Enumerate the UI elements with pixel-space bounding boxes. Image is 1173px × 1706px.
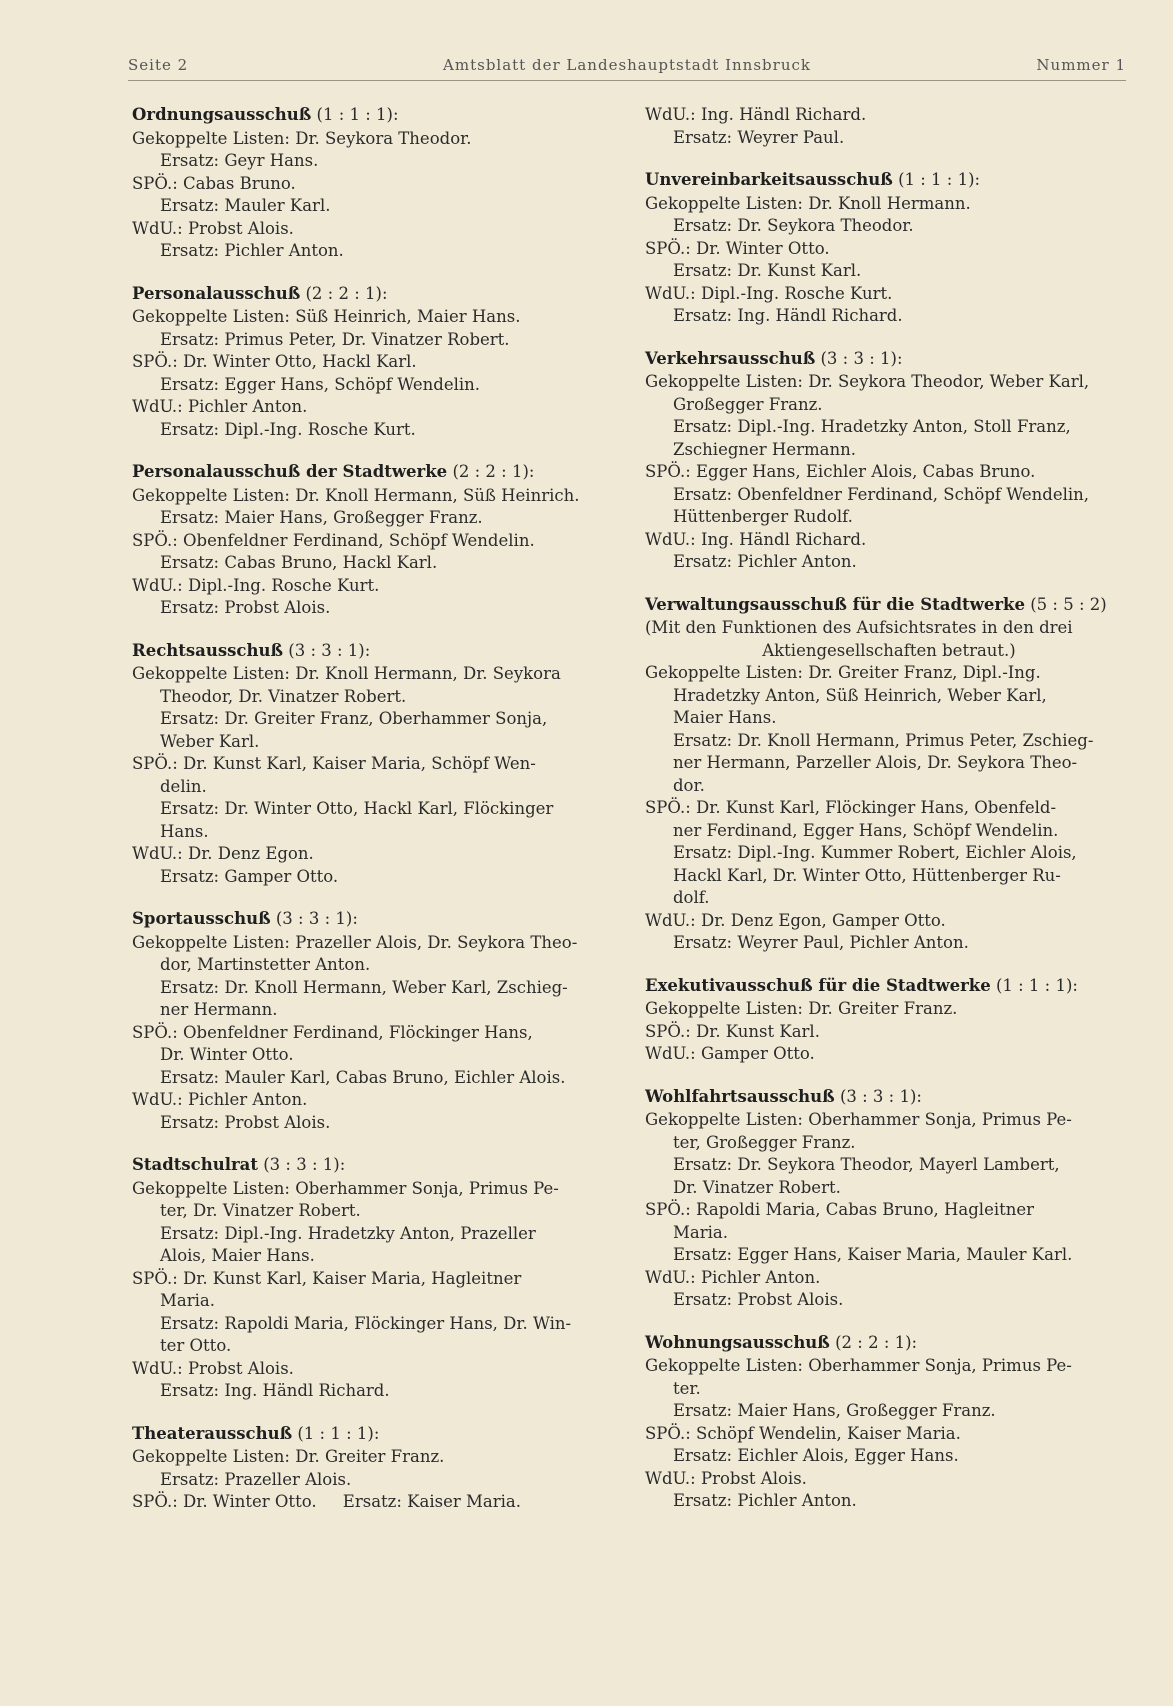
member-line: (Mit den Funktionen des Aufsichtsrates in den drei bbox=[645, 618, 1073, 637]
committee-title bbox=[645, 975, 1133, 998]
member-line: SPÖ.: Dr. Kunst Karl, Kaiser Maria, Hagleitner bbox=[132, 1268, 522, 1288]
member-line: Ersatz: Dr. Knoll Hermann, Weber Karl, Zschieg- bbox=[160, 977, 568, 997]
committee-title bbox=[132, 640, 620, 663]
committee-name: Unvereinbarkeitsausschuß bbox=[645, 170, 893, 189]
member-line: Ersatz: Pichler Anton. bbox=[673, 1491, 857, 1510]
member-line: SPÖ.: Dr. Winter Otto. bbox=[645, 238, 830, 258]
committee-name: Ordnungsausschuß bbox=[132, 105, 312, 124]
committee-section-personalausschuss-der-stadtwerke bbox=[132, 461, 620, 620]
member-line: Ersatz: Dr. Kunst Karl. bbox=[673, 261, 862, 280]
member-line: Ersatz: Dr. Seykora Theodor, Mayerl Lambert, bbox=[673, 1155, 1060, 1174]
committee-name: Sportausschuß bbox=[132, 909, 271, 928]
member-line: Ersatz: Weyrer Paul. bbox=[673, 127, 845, 147]
member-line: Ersatz: Egger Hans, Schöpf Wendelin. bbox=[160, 374, 481, 394]
committee-ratio: (3 : 3 : 1): bbox=[288, 640, 371, 660]
member-line: Ersatz: Dr. Greiter Franz, Oberhammer Sonja, bbox=[160, 709, 548, 728]
member-line: Ersatz: Eichler Alois, Egger Hans. bbox=[673, 1446, 959, 1465]
committee-ratio: (2 : 2 : 1): bbox=[835, 1332, 918, 1352]
member-line: SPÖ.: Cabas Bruno. bbox=[132, 173, 296, 193]
member-line: Ersatz: Geyr Hans. bbox=[160, 151, 319, 170]
committee-ratio: (2 : 2 : 1): bbox=[305, 283, 388, 303]
committee-section-sportausschuss bbox=[132, 908, 620, 1134]
committee-ratio: (3 : 3 : 1): bbox=[820, 348, 903, 368]
member-line: Dr. Winter Otto. bbox=[160, 1045, 294, 1064]
committee-ratio: (3 : 3 : 1): bbox=[263, 1155, 346, 1174]
member-line: delin. bbox=[160, 776, 207, 796]
member-line: Ersatz: Probst Alois. bbox=[160, 1112, 331, 1132]
member-line: ner Hermann, Parzeller Alois, Dr. Seykora Theo- bbox=[673, 753, 1078, 772]
page-header bbox=[128, 56, 1126, 81]
committee-name: Verkehrsausschuß bbox=[645, 348, 816, 368]
member-line: WdU.: Pichler Anton. bbox=[132, 397, 308, 416]
member-line: WdU.: Probst Alois. bbox=[645, 1468, 807, 1488]
member-line: Maria. bbox=[673, 1222, 728, 1242]
member-line: SPÖ.: Dr. Kunst Karl. bbox=[645, 1021, 820, 1041]
committee-title bbox=[132, 283, 620, 306]
committee-ratio: (5 : 5 : 2) bbox=[1030, 594, 1107, 614]
member-line: WdU.: Dr. Denz Egon. bbox=[132, 844, 314, 863]
member-line: Ersatz: Mauler Karl. bbox=[160, 196, 331, 215]
committee-section-verwaltungsausschuss-fur-die-stadtwerke bbox=[645, 594, 1133, 955]
member-line: WdU.: Dipl.-Ing. Rosche Kurt. bbox=[132, 575, 380, 595]
member-line: Ersatz: Pichler Anton. bbox=[160, 241, 344, 260]
member-line: Ersatz: Primus Peter, Dr. Vinatzer Robert. bbox=[160, 329, 510, 349]
committee-title bbox=[645, 169, 1133, 192]
member-line: Gekoppelte Listen: Dr. Knoll Hermann. bbox=[645, 193, 971, 213]
member-line: Ersatz: Ing. Händl Richard. bbox=[160, 1381, 390, 1400]
member-line: Ersatz: Dipl.-Ing. Hradetzky Anton, Prazeller bbox=[160, 1223, 536, 1243]
member-line: WdU.: Ing. Händl Richard. bbox=[645, 105, 867, 124]
member-line: SPÖ.: Schöpf Wendelin, Kaiser Maria. bbox=[645, 1423, 961, 1443]
publication-title: Amtsblatt der Landeshauptstadt Innsbruck bbox=[443, 56, 811, 74]
member-line: SPÖ.: Obenfeldner Ferdinand, Schöpf Wendelin. bbox=[132, 530, 535, 550]
committee-section-wohnungsausschuss bbox=[645, 1332, 1133, 1513]
member-line: SPÖ.: Dr. Winter Otto. Ersatz: Kaiser Maria. bbox=[132, 1492, 521, 1511]
member-line: Zschiegner Hermann. bbox=[673, 439, 856, 459]
committee-title bbox=[132, 104, 620, 127]
committee-title bbox=[645, 1332, 1133, 1355]
member-line: Ersatz: Mauler Karl, Cabas Bruno, Eichler Alois. bbox=[160, 1067, 566, 1087]
committee-ratio: (1 : 1 : 1): bbox=[995, 975, 1078, 995]
member-line: WdU.: Pichler Anton. bbox=[645, 1267, 821, 1287]
member-line: Ersatz: Prazeller Alois. bbox=[160, 1469, 352, 1489]
member-line: ter, Großegger Franz. bbox=[673, 1132, 856, 1152]
member-line: Maier Hans. bbox=[673, 708, 777, 727]
member-line: SPÖ.: Obenfeldner Ferdinand, Flöckinger Hans, bbox=[132, 1022, 533, 1042]
member-line: Ersatz: Obenfeldner Ferdinand, Schöpf Wendelin, bbox=[673, 484, 1090, 504]
member-line: Theodor, Dr. Vinatzer Robert. bbox=[160, 686, 407, 706]
member-line: WdU.: Dr. Denz Egon, Gamper Otto. bbox=[645, 910, 946, 930]
member-line: ter. bbox=[673, 1378, 701, 1398]
right-column bbox=[645, 104, 1133, 1533]
committee-section-unvereinbarkeitsausschuss bbox=[645, 169, 1133, 328]
member-line: SPÖ.: Egger Hans, Eichler Alois, Cabas Bruno. bbox=[645, 462, 1036, 481]
committee-name: Personalausschuß der Stadtwerke bbox=[132, 462, 448, 481]
committee-section-stadtschulrat bbox=[132, 1154, 620, 1403]
issue-number: Nummer 1 bbox=[1036, 56, 1126, 74]
member-line: Gekoppelte Listen: Dr. Knoll Hermann, Dr. Seykora bbox=[132, 664, 561, 683]
committee-name: Exekutivausschuß für die Stadtwerke bbox=[645, 975, 991, 995]
committee-name: Stadtschulrat bbox=[132, 1155, 258, 1174]
member-line: Hans. bbox=[160, 821, 209, 841]
committee-ratio: (1 : 1 : 1): bbox=[297, 1423, 380, 1443]
committee-section-exekutivausschuss-fur-die-stadtwerke bbox=[645, 975, 1133, 1066]
member-line: WdU.: Dipl.-Ing. Rosche Kurt. bbox=[645, 283, 893, 303]
committee-title bbox=[132, 908, 620, 931]
committee-name: Theaterausschuß bbox=[132, 1423, 293, 1443]
member-line: ner Ferdinand, Egger Hans, Schöpf Wendelin. bbox=[673, 820, 1059, 840]
member-line: ter Otto. bbox=[160, 1336, 232, 1355]
committee-ratio: (1 : 1 : 1): bbox=[316, 105, 399, 124]
member-line: dor. bbox=[673, 775, 705, 795]
committee-ratio: (2 : 2 : 1): bbox=[452, 462, 535, 481]
member-line: Ersatz: Maier Hans, Großegger Franz. bbox=[160, 508, 483, 527]
committee-name: Personalausschuß bbox=[132, 283, 301, 303]
member-line: Alois, Maier Hans. bbox=[160, 1246, 315, 1265]
member-line: WdU.: Gamper Otto. bbox=[645, 1044, 815, 1063]
member-line: Gekoppelte Listen: Dr. Greiter Franz. bbox=[132, 1447, 445, 1466]
committee-section-wohlfahrtsausschuss bbox=[645, 1086, 1133, 1312]
member-line: WdU.: Ing. Händl Richard. bbox=[645, 529, 867, 549]
member-line: Gekoppelte Listen: Oberhammer Sonja, Primus Pe- bbox=[645, 1356, 1072, 1375]
member-line: Hradetzky Anton, Süß Heinrich, Weber Karl, bbox=[673, 685, 1047, 705]
committee-section-personalausschuss bbox=[132, 283, 620, 442]
page-number: Seite 2 bbox=[128, 56, 189, 74]
member-line: Gekoppelte Listen: Prazeller Alois, Dr. Seykora Theo- bbox=[132, 932, 578, 952]
committee-name: Rechtsausschuß bbox=[132, 640, 284, 660]
member-line: Hüttenberger Rudolf. bbox=[673, 507, 853, 526]
member-line: Dr. Vinatzer Robert. bbox=[673, 1177, 841, 1197]
committee-name: Wohnungsausschuß bbox=[645, 1332, 830, 1352]
member-line: Ersatz: Dr. Knoll Hermann, Primus Peter, Zschieg- bbox=[673, 730, 1094, 750]
committee-ratio: (3 : 3 : 1): bbox=[839, 1086, 922, 1106]
member-line: Großegger Franz. bbox=[673, 394, 823, 414]
member-line: Ersatz: Probst Alois. bbox=[160, 598, 331, 617]
member-line: WdU.: Pichler Anton. bbox=[132, 1090, 308, 1109]
member-line: Ersatz: Ing. Händl Richard. bbox=[673, 306, 903, 325]
member-line: Gekoppelte Listen: Dr. Knoll Hermann, Süß Heinrich. bbox=[132, 485, 580, 505]
member-line: WdU.: Probst Alois. bbox=[132, 1358, 294, 1378]
member-line: Ersatz: Egger Hans, Kaiser Maria, Mauler Karl. bbox=[673, 1245, 1073, 1264]
member-line: SPÖ.: Dr. Kunst Karl, Flöckinger Hans, Obenfeld- bbox=[645, 798, 1057, 817]
member-line: Ersatz: Cabas Bruno, Hackl Karl. bbox=[160, 553, 438, 572]
committee-section-rechtsausschuss bbox=[132, 640, 620, 889]
member-line: WdU.: Probst Alois. bbox=[132, 218, 294, 238]
member-line: Ersatz: Dr. Winter Otto, Hackl Karl, Flöckinger bbox=[160, 799, 554, 818]
member-line: Ersatz: Dipl.-Ing. Hradetzky Anton, Stoll Franz, bbox=[673, 417, 1071, 436]
committee-ratio: (3 : 3 : 1): bbox=[275, 909, 358, 928]
member-line: Ersatz: Rapoldi Maria, Flöckinger Hans, Dr. Win- bbox=[160, 1313, 572, 1333]
member-line: Ersatz: Dipl.-Ing. Rosche Kurt. bbox=[160, 419, 416, 439]
member-line: Ersatz: Pichler Anton. bbox=[673, 552, 857, 571]
member-line: ner Hermann. bbox=[160, 1000, 278, 1019]
member-line: dor, Martinstetter Anton. bbox=[160, 955, 371, 974]
member-line: Gekoppelte Listen: Dr. Seykora Theodor, Weber Karl, bbox=[645, 372, 1090, 391]
member-line: Gekoppelte Listen: Dr. Seykora Theodor. bbox=[132, 128, 472, 148]
committee-title bbox=[132, 1423, 620, 1446]
member-line: Gekoppelte Listen: Oberhammer Sonja, Primus Pe- bbox=[132, 1178, 559, 1198]
committee-ratio: (1 : 1 : 1): bbox=[898, 170, 981, 189]
member-line: Aktiengesellschaften betraut.) bbox=[762, 640, 1016, 660]
member-line: SPÖ.: Rapoldi Maria, Cabas Bruno, Hagleitner bbox=[645, 1200, 1035, 1219]
committee-name: Verwaltungsausschuß für die Stadtwerke bbox=[645, 594, 1025, 614]
member-line: Maria. bbox=[160, 1291, 215, 1310]
member-line: Hackl Karl, Dr. Winter Otto, Hüttenberger Ru- bbox=[673, 865, 1061, 885]
member-line: Ersatz: Weyrer Paul, Pichler Anton. bbox=[673, 933, 969, 952]
left-column bbox=[132, 104, 620, 1534]
committee-title bbox=[645, 1086, 1133, 1109]
member-line: SPÖ.: Dr. Kunst Karl, Kaiser Maria, Schöpf Wen- bbox=[132, 754, 536, 773]
member-line: Gekoppelte Listen: Dr. Greiter Franz. bbox=[645, 999, 958, 1018]
member-line: Ersatz: Probst Alois. bbox=[673, 1290, 844, 1309]
member-line: Gekoppelte Listen: Oberhammer Sonja, Primus Pe- bbox=[645, 1110, 1072, 1129]
member-line: Ersatz: Dipl.-Ing. Kummer Robert, Eichler Alois, bbox=[673, 843, 1077, 862]
committee-section-ordnungsausschuss bbox=[132, 104, 620, 263]
committee-section-continued bbox=[645, 104, 1133, 149]
committee-title bbox=[132, 461, 620, 484]
member-line: Ersatz: Maier Hans, Großegger Franz. bbox=[673, 1401, 996, 1420]
committee-title bbox=[645, 348, 1133, 371]
member-line: dolf. bbox=[673, 888, 710, 907]
committee-section-verkehrsausschuss bbox=[645, 348, 1133, 574]
member-line: Gekoppelte Listen: Dr. Greiter Franz, Dipl.-Ing. bbox=[645, 663, 1041, 682]
committee-section-theaterausschuss bbox=[132, 1423, 620, 1514]
member-line: ter, Dr. Vinatzer Robert. bbox=[160, 1201, 361, 1220]
member-line: Ersatz: Gamper Otto. bbox=[160, 866, 339, 886]
committee-title bbox=[132, 1154, 620, 1177]
member-line: Weber Karl. bbox=[160, 731, 260, 751]
member-line: SPÖ.: Dr. Winter Otto, Hackl Karl. bbox=[132, 352, 417, 371]
committee-name: Wohlfahrtsausschuß bbox=[645, 1086, 835, 1106]
member-line: Gekoppelte Listen: Süß Heinrich, Maier Hans. bbox=[132, 307, 521, 326]
committee-title bbox=[645, 594, 1133, 617]
member-line: Ersatz: Dr. Seykora Theodor. bbox=[673, 216, 914, 235]
